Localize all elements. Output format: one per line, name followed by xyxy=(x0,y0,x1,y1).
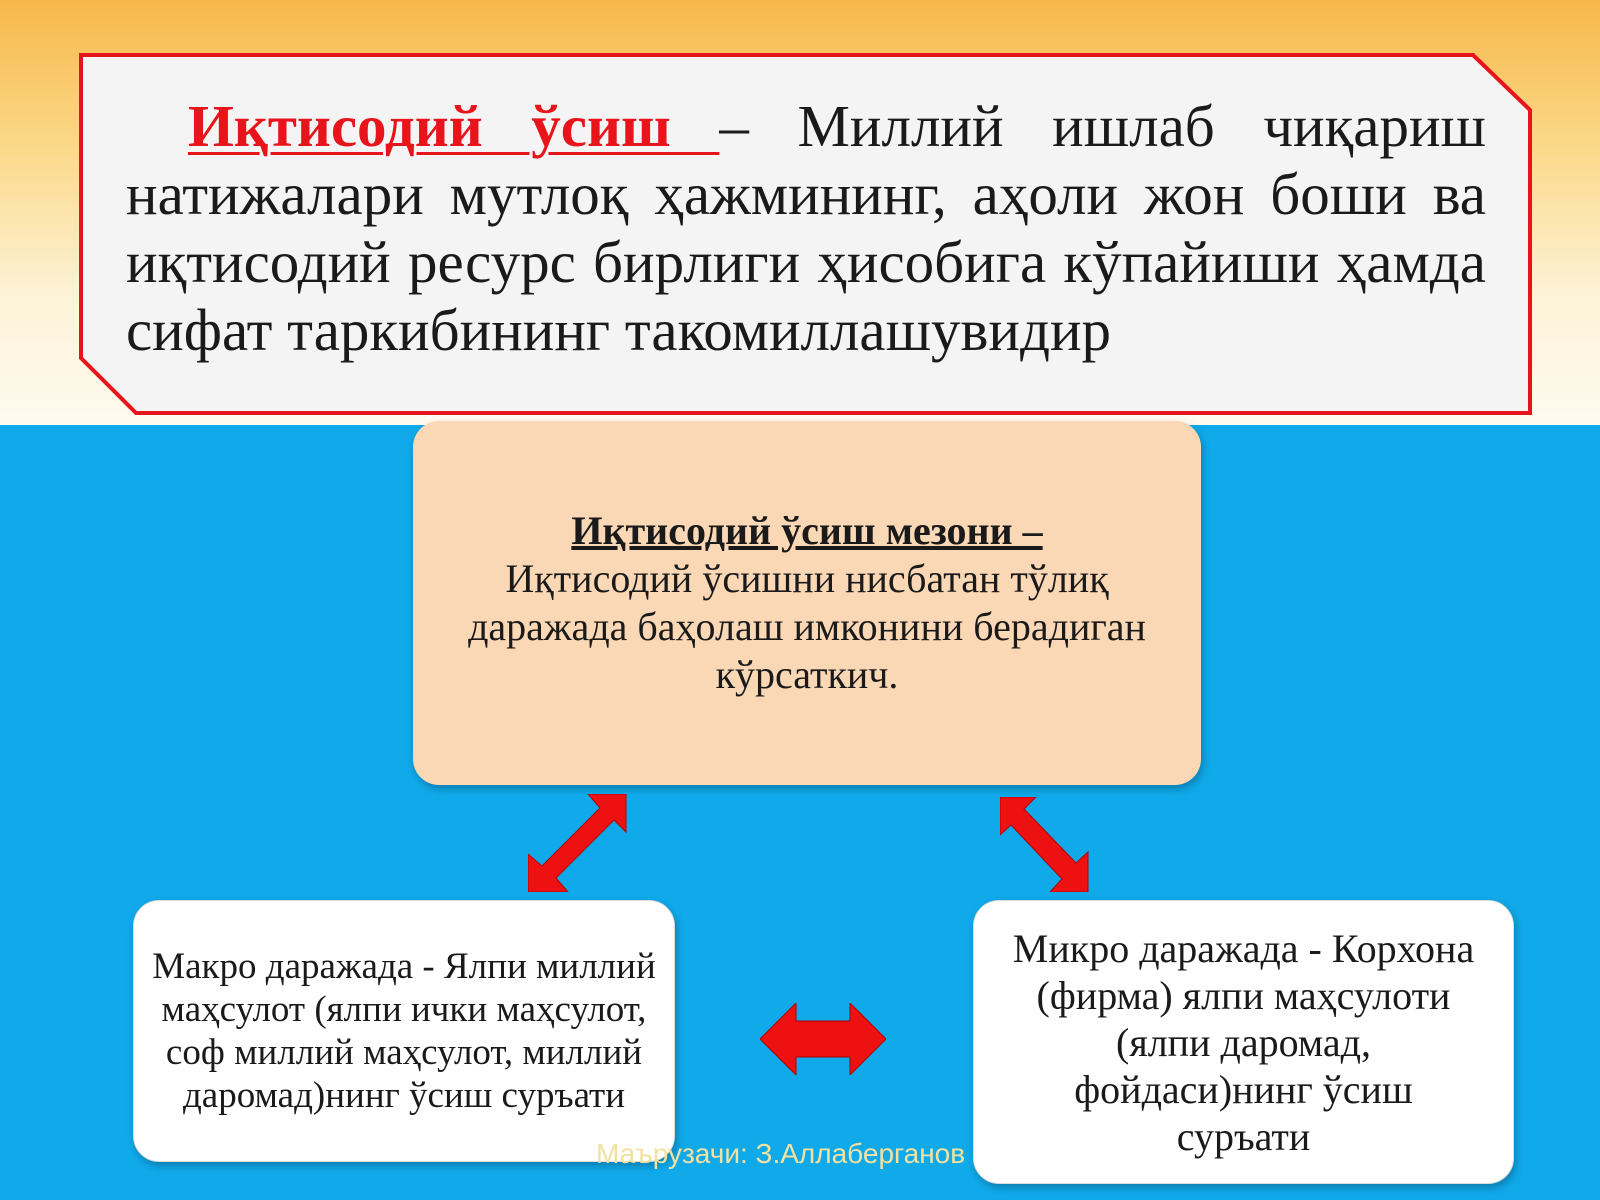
criterion-box xyxy=(413,421,1201,785)
definition-body: – Миллий ишлаб чиқариш натижалари мутлоқ ҳажмининг, аҳоли жон боши ва иқтисодий ресурс бирлиги ҳисобига кўпайиши ҳамда сифат таркибининг такомиллашувидир xyxy=(126,93,1486,363)
definition-term: Иқтисодий ўсиш xyxy=(188,93,720,159)
double-arrow-left-diagonal-icon xyxy=(528,794,628,892)
macro-level-box xyxy=(133,900,675,1162)
double-arrow-horizontal-icon xyxy=(760,1003,886,1075)
micro-level-text: Микро даражада - Корхона (фирма) ялпи маҳсулоти (ялпи даромад, фойдаси)нинг ўсиш суръати xyxy=(1012,925,1475,1159)
footer-lecturer: Маърузачи: З.Аллаберганов xyxy=(596,1138,966,1169)
double-arrow-right-diagonal-icon xyxy=(1000,797,1090,892)
definition-panel xyxy=(78,52,1534,416)
definition-text xyxy=(126,92,1486,364)
micro-level-box xyxy=(973,900,1514,1184)
macro-level-text: Макро даражада - Ялпи миллий маҳсулот (ялпи ички маҳсулот, соф миллий маҳсулот, миллий даромад)нинг ўсиш суръати xyxy=(152,946,656,1116)
criterion-title: Иқтисодий ўсиш мезони – xyxy=(571,508,1043,553)
criterion-text: Иқтисодий ўсишни нисбатан тўлиқ даражада баҳолаш имконини берадиган кўрсаткич. xyxy=(468,556,1146,697)
